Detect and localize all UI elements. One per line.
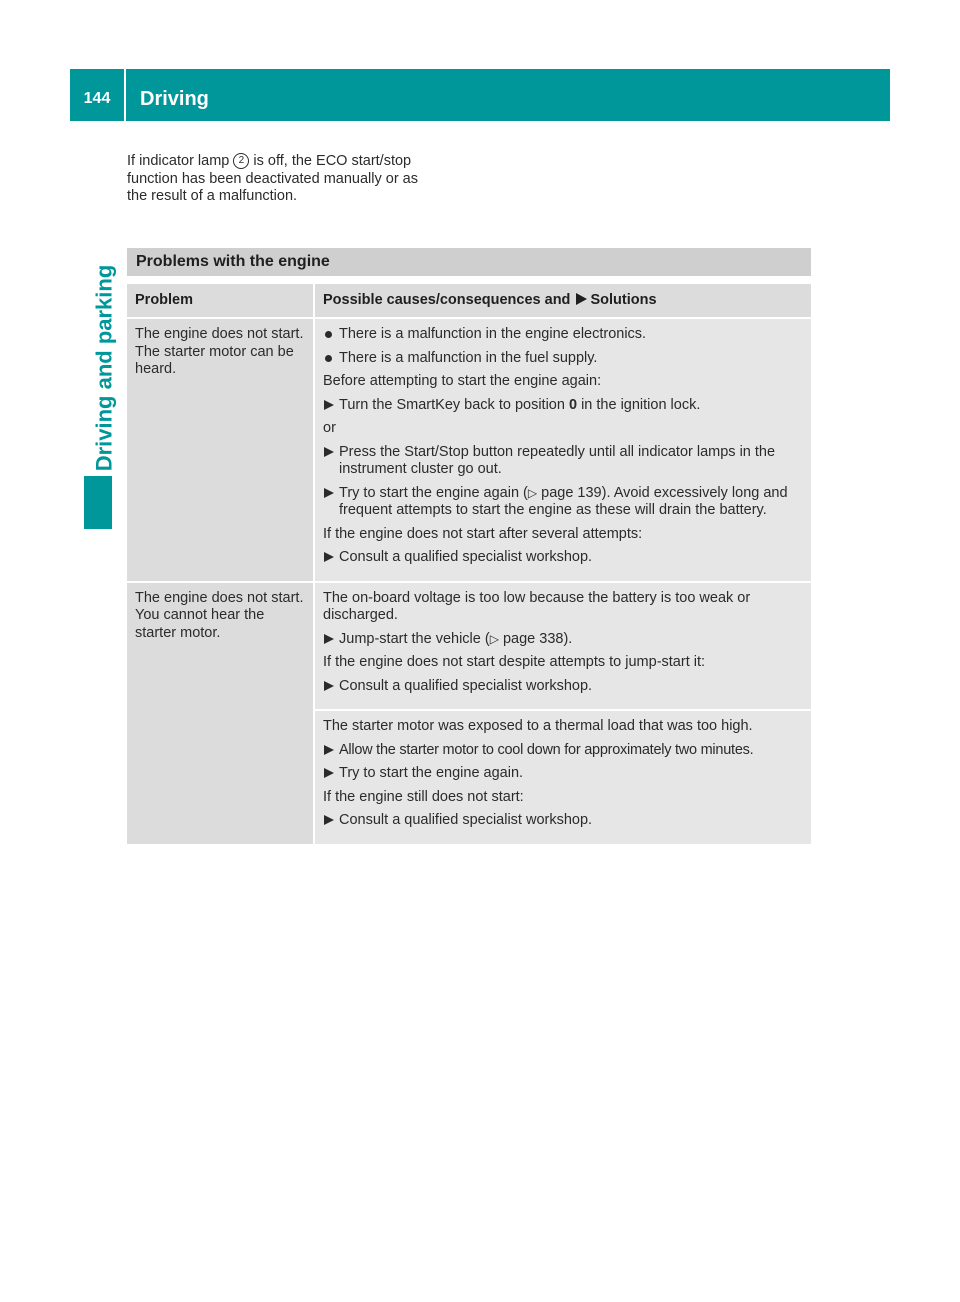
side-tab-label: Driving and parking bbox=[91, 264, 116, 471]
page-header bbox=[70, 69, 890, 121]
chapter-title: Driving bbox=[140, 87, 209, 110]
solution-text: The on-board voltage is too low because the battery is too weak or discharged. bbox=[323, 589, 751, 623]
table-row bbox=[127, 318, 811, 582]
position-value: 0 bbox=[568, 396, 578, 413]
action-text: Jump-start the vehicle ( bbox=[339, 630, 490, 647]
intro-line-1 bbox=[127, 153, 467, 171]
side-tab-marker bbox=[84, 476, 112, 529]
problem-cell: The engine does not start. The starter motor can be heard. bbox=[127, 318, 314, 582]
action-text: ). Avoid excessively long and frequent attempts to start the engine as these will drain the battery. bbox=[339, 484, 788, 518]
page-reference-link[interactable]: page 338 bbox=[502, 630, 564, 647]
column-header-solutions bbox=[314, 284, 811, 318]
intro-line-2: function has been deactivated manually or as bbox=[127, 170, 418, 187]
solution-text: If the engine still does not start: bbox=[323, 788, 524, 805]
table-header-row bbox=[127, 284, 811, 318]
solution-cell bbox=[314, 318, 811, 582]
action-text: ). bbox=[563, 630, 573, 647]
page-number: 144 bbox=[70, 69, 126, 121]
intro-line-3: the result of a malfunction. bbox=[127, 188, 298, 204]
column-header-solutions-text: Solutions bbox=[590, 292, 657, 308]
side-tab bbox=[84, 255, 124, 480]
solution-cell bbox=[314, 710, 811, 844]
intro-text-a: If indicator lamp bbox=[127, 153, 230, 169]
page-reference-link[interactable]: page 139 bbox=[541, 484, 602, 501]
or-text: or bbox=[323, 420, 336, 436]
intro-paragraph bbox=[127, 153, 467, 206]
solution-text: Before attempting to start the engine again: bbox=[323, 373, 602, 389]
action-step: Try to start the engine again. bbox=[323, 765, 803, 783]
problem-cell: The engine does not start. You cannot hear the starter motor. bbox=[127, 582, 314, 844]
page-reference-icon: ▷ bbox=[489, 631, 499, 646]
action-step: Press the Start/Stop button repeatedly until all indicator lamps in the instrument cluster go out. bbox=[323, 444, 803, 479]
page-reference-icon: ▷ bbox=[527, 485, 538, 500]
solution-text: If the engine does not start after several attempts: bbox=[323, 525, 643, 542]
cause-bullet: There is a malfunction in the fuel supply. bbox=[323, 350, 803, 368]
action-step: Consult a qualified specialist workshop. bbox=[323, 549, 803, 567]
action-step: Consult a qualified specialist workshop. bbox=[323, 812, 803, 830]
section-title: Problems with the engine bbox=[127, 248, 811, 276]
table-row bbox=[127, 582, 811, 711]
action-text: Turn the SmartKey back to position bbox=[339, 396, 565, 413]
solution-text: The starter motor was exposed to a thermal load that was too high. bbox=[323, 718, 753, 734]
action-step bbox=[323, 631, 803, 649]
indicator-lamp-number-icon: 2 bbox=[233, 153, 249, 169]
action-step bbox=[323, 397, 803, 415]
troubleshooting-table bbox=[127, 284, 811, 844]
solution-text: If the engine does not start despite attempts to jump-start it: bbox=[323, 654, 706, 670]
action-step bbox=[323, 485, 803, 520]
arrow-right-icon bbox=[576, 293, 587, 305]
action-text: in the ignition lock. bbox=[581, 396, 701, 413]
cause-bullet: There is a malfunction in the engine electronics. bbox=[323, 326, 803, 344]
column-header-problem: Problem bbox=[127, 284, 314, 318]
action-step: Consult a qualified specialist workshop. bbox=[323, 678, 803, 696]
action-text: Try to start the engine again ( bbox=[339, 484, 528, 501]
column-header-causes-text: Possible causes/consequences and bbox=[323, 292, 571, 308]
solution-cell bbox=[314, 582, 811, 711]
action-step: Allow the starter motor to cool down for approximately two minutes. bbox=[323, 742, 803, 760]
intro-text-b: is off, the ECO start/stop bbox=[253, 153, 412, 169]
